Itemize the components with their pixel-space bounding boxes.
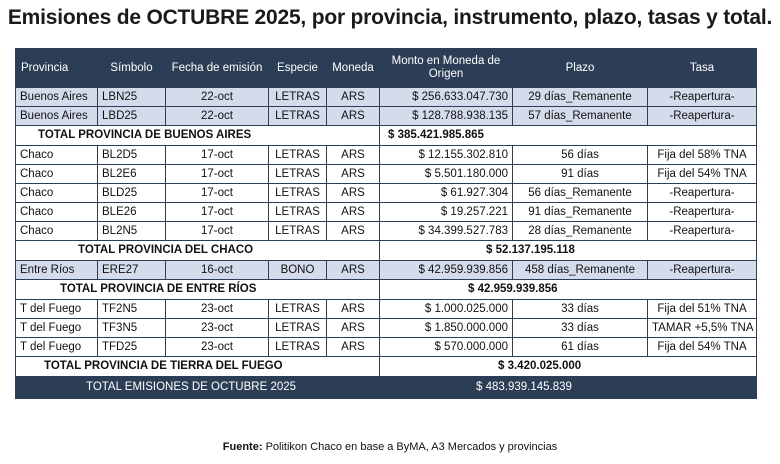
cell-tasa: -Reapertura- [648, 261, 757, 280]
cell-plazo: 33 días [513, 300, 648, 319]
cell-provincia: Chaco [16, 146, 98, 165]
cell-plazo: 57 días_Remanente [513, 107, 648, 126]
cell-provincia: Chaco [16, 184, 98, 203]
cell-especie: LETRAS [269, 319, 327, 338]
cell-simbolo: TF2N5 [98, 300, 166, 319]
cell-plazo: 91 días [513, 165, 648, 184]
cell-moneda: ARS [327, 319, 380, 338]
cell-simbolo: BL2D5 [98, 146, 166, 165]
total-value: $ 3.420.025.000 [380, 357, 757, 377]
cell-simbolo: BLD25 [98, 184, 166, 203]
cell-monto: $ 5.501.180.000 [380, 165, 513, 184]
cell-plazo: 28 días_Remanente [513, 222, 648, 241]
total-label: TOTAL PROVINCIA DE ENTRE RÍOS [16, 280, 380, 300]
header-fecha: Fecha de emisión [166, 49, 269, 88]
cell-fecha: 16-oct [166, 261, 269, 280]
cell-especie: LETRAS [269, 88, 327, 107]
cell-plazo: 61 días [513, 338, 648, 357]
cell-fecha: 22-oct [166, 88, 269, 107]
cell-plazo: 91 días_Remanente [513, 203, 648, 222]
cell-plazo: 33 días [513, 319, 648, 338]
cell-moneda: ARS [327, 165, 380, 184]
grand-total-row [16, 377, 757, 399]
table-row [16, 184, 757, 203]
table-row [16, 165, 757, 184]
cell-simbolo: BL2E6 [98, 165, 166, 184]
cell-especie: LETRAS [269, 107, 327, 126]
cell-especie: LETRAS [269, 146, 327, 165]
source-note [0, 441, 780, 453]
cell-moneda: ARS [327, 300, 380, 319]
cell-especie: LETRAS [269, 165, 327, 184]
cell-tasa: Fija del 58% TNA [648, 146, 757, 165]
cell-moneda: ARS [327, 107, 380, 126]
total-value: $ 385.421.985.865 [380, 126, 757, 146]
cell-provincia: Chaco [16, 165, 98, 184]
grand-total-label: TOTAL EMISIONES DE OCTUBRE 2025 [16, 377, 380, 399]
header-especie: Especie [269, 49, 327, 88]
emissions-table [15, 48, 757, 399]
table-row [16, 338, 757, 357]
table-row [16, 203, 757, 222]
cell-moneda: ARS [327, 184, 380, 203]
cell-tasa: -Reapertura- [648, 107, 757, 126]
table-header-row [16, 49, 757, 88]
cell-especie: LETRAS [269, 222, 327, 241]
table-row [16, 146, 757, 165]
cell-moneda: ARS [327, 261, 380, 280]
cell-monto: $ 1.000.025.000 [380, 300, 513, 319]
source-text: Politikon Chaco en base a ByMA, A3 Mercados y provincias [265, 441, 558, 453]
cell-provincia: T del Fuego [16, 300, 98, 319]
total-row-entre-rios [16, 280, 757, 300]
cell-tasa: Fija del 51% TNA [648, 300, 757, 319]
cell-fecha: 17-oct [166, 165, 269, 184]
table-row [16, 300, 757, 319]
grand-total-value: $ 483.939.145.839 [380, 377, 757, 399]
table-row [16, 261, 757, 280]
cell-provincia: Buenos Aires [16, 88, 98, 107]
cell-simbolo: BLE26 [98, 203, 166, 222]
cell-fecha: 17-oct [166, 184, 269, 203]
cell-provincia: T del Fuego [16, 338, 98, 357]
cell-especie: BONO [269, 261, 327, 280]
cell-tasa: Fija del 54% TNA [648, 165, 757, 184]
cell-monto: $ 256.633.047.730 [380, 88, 513, 107]
cell-simbolo: LBN25 [98, 88, 166, 107]
cell-simbolo: BL2N5 [98, 222, 166, 241]
cell-tasa: -Reapertura- [648, 203, 757, 222]
table-row [16, 107, 757, 126]
total-label: TOTAL PROVINCIA DE TIERRA DEL FUEGO [16, 357, 380, 377]
cell-especie: LETRAS [269, 203, 327, 222]
cell-simbolo: ERE27 [98, 261, 166, 280]
cell-plazo: 458 días_Remanente [513, 261, 648, 280]
cell-fecha: 22-oct [166, 107, 269, 126]
cell-monto: $ 61.927.304 [380, 184, 513, 203]
cell-simbolo: LBD25 [98, 107, 166, 126]
header-provincia: Provincia [16, 49, 98, 88]
cell-monto: $ 34.399.527.783 [380, 222, 513, 241]
cell-simbolo: TFD25 [98, 338, 166, 357]
cell-monto: $ 19.257.221 [380, 203, 513, 222]
cell-moneda: ARS [327, 146, 380, 165]
cell-tasa: -Reapertura- [648, 88, 757, 107]
cell-provincia: T del Fuego [16, 319, 98, 338]
total-row-chaco [16, 241, 757, 261]
header-monto: Monto en Moneda de Origen [380, 49, 513, 88]
cell-fecha: 17-oct [166, 203, 269, 222]
source-prefix: Fuente: [222, 441, 263, 453]
cell-tasa: -Reapertura- [648, 184, 757, 203]
cell-simbolo: TF3N5 [98, 319, 166, 338]
cell-monto: $ 12.155.302.810 [380, 146, 513, 165]
cell-tasa: Fija del 54% TNA [648, 338, 757, 357]
cell-fecha: 23-oct [166, 338, 269, 357]
cell-moneda: ARS [327, 222, 380, 241]
cell-monto: $ 42.959.939.856 [380, 261, 513, 280]
cell-moneda: ARS [327, 338, 380, 357]
cell-moneda: ARS [327, 203, 380, 222]
cell-provincia: Chaco [16, 203, 98, 222]
cell-provincia: Buenos Aires [16, 107, 98, 126]
header-moneda: Moneda [327, 49, 380, 88]
total-row-buenos-aires [16, 126, 757, 146]
total-label: TOTAL PROVINCIA DEL CHACO [16, 241, 380, 261]
header-tasa: Tasa [648, 49, 757, 88]
cell-fecha: 17-oct [166, 222, 269, 241]
cell-especie: LETRAS [269, 300, 327, 319]
total-row-tierra-del-fuego [16, 357, 757, 377]
cell-fecha: 17-oct [166, 146, 269, 165]
table-row [16, 319, 757, 338]
table-row [16, 222, 757, 241]
cell-plazo: 29 días_Remanente [513, 88, 648, 107]
cell-tasa: -Reapertura- [648, 222, 757, 241]
cell-fecha: 23-oct [166, 300, 269, 319]
header-simbolo: Símbolo [98, 49, 166, 88]
cell-especie: LETRAS [269, 184, 327, 203]
cell-provincia: Entre Ríos [16, 261, 98, 280]
cell-especie: LETRAS [269, 338, 327, 357]
cell-tasa: TAMAR +5,5% TNA [648, 319, 757, 338]
cell-monto: $ 128.788.938.135 [380, 107, 513, 126]
header-plazo: Plazo [513, 49, 648, 88]
total-value: $ 42.959.939.856 [380, 280, 757, 300]
total-label: TOTAL PROVINCIA DE BUENOS AIRES [16, 126, 380, 146]
cell-fecha: 23-oct [166, 319, 269, 338]
cell-plazo: 56 días [513, 146, 648, 165]
cell-plazo: 56 días_Remanente [513, 184, 648, 203]
cell-provincia: Chaco [16, 222, 98, 241]
cell-moneda: ARS [327, 88, 380, 107]
page-title: Emisiones de OCTUBRE 2025, por provincia, instrumento, plazo, tasas y total. [7, 6, 773, 29]
table-row [16, 88, 757, 107]
cell-monto: $ 570.000.000 [380, 338, 513, 357]
total-value: $ 52.137.195.118 [380, 241, 757, 261]
cell-monto: $ 1.850.000.000 [380, 319, 513, 338]
